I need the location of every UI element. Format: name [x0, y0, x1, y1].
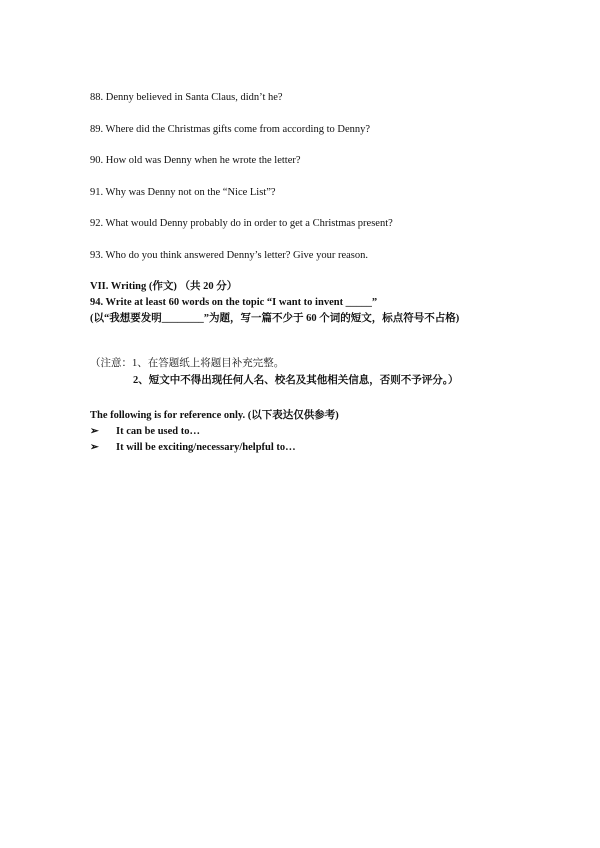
question-89: 89. Where did the Christmas gifts come from according to Denny? — [90, 124, 371, 135]
reference-item-text: It will be exciting/necessary/helpful to… — [116, 442, 296, 453]
writing-note-1: （注意：1、在答题纸上将题目补充完整。 — [90, 358, 285, 369]
bullet-arrow-icon: ➢ — [90, 426, 99, 437]
question-91: 91. Why was Denny not on the “Nice List”? — [90, 187, 276, 198]
reference-item-text: It can be used to… — [116, 426, 201, 437]
writing-section-title: VII. Writing (作文) （共 20 分） — [90, 281, 238, 292]
writing-prompt-chinese: (以“我想要发明________”为题，写一篇不少于 60 个词的短文，标点符号不占格) — [90, 313, 460, 324]
bullet-arrow-icon: ➢ — [90, 442, 99, 453]
question-93: 93. Who do you think answered Denny’s letter? Give your reason. — [90, 250, 368, 261]
writing-note-2: 2、短文中不得出现任何人名、校名及其他相关信息，否则不予评分。） — [133, 375, 459, 386]
reference-title: The following is for reference only. (以下表达仅供参考) — [90, 410, 339, 421]
question-88: 88. Denny believed in Santa Claus, didn’t he? — [90, 92, 283, 103]
reference-item — [90, 425, 200, 439]
question-92: 92. What would Denny probably do in order to get a Christmas present? — [90, 218, 393, 229]
writing-prompt-english: 94. Write at least 60 words on the topic “I want to invent _____” — [90, 297, 378, 308]
question-90: 90. How old was Denny when he wrote the letter? — [90, 155, 301, 166]
reference-item — [90, 441, 296, 455]
